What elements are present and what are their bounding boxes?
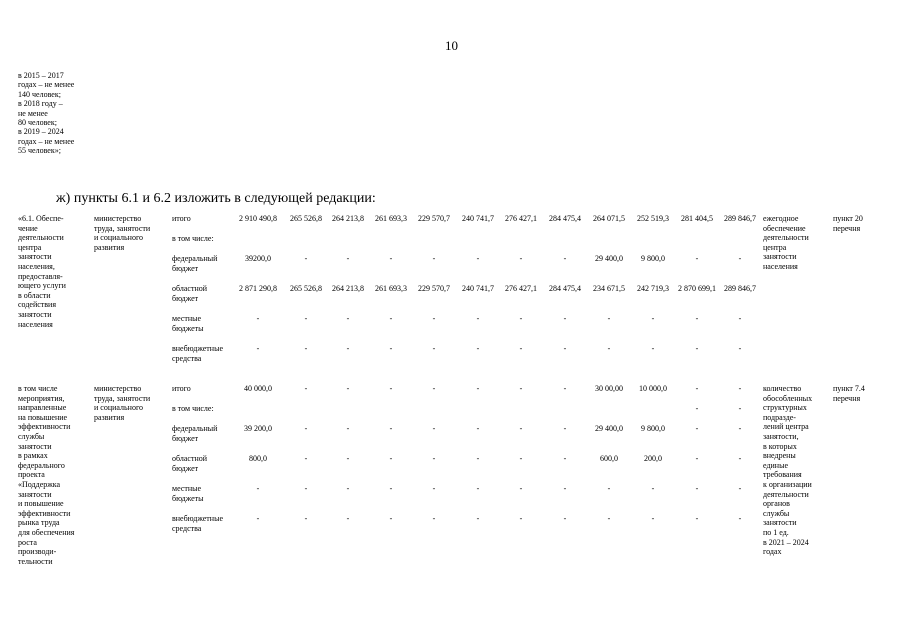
amount-value: - — [304, 454, 308, 463]
note-line: не менее — [18, 108, 48, 118]
measure-name-line: населения, — [18, 261, 55, 271]
amount-value: - — [738, 254, 742, 263]
amount-value: - — [476, 254, 480, 263]
amount-value: - — [519, 254, 523, 263]
amount-value: - — [346, 254, 350, 263]
amount-value: - — [695, 424, 699, 433]
funding-source-line: местные — [172, 314, 202, 323]
note-line: годах – не менее — [18, 80, 75, 90]
amount-value: 264 213,8 — [332, 284, 364, 293]
amount-value: 2 871 290,8 — [239, 284, 277, 293]
measure-name — [18, 384, 94, 566]
amount-value: - — [607, 514, 611, 523]
measure-name-line: эффективности — [18, 508, 71, 518]
amendment-heading: ж) пункты 6.1 и 6.2 изложить в следующей редакции: — [56, 191, 376, 206]
note-line: 80 человек; — [18, 118, 57, 128]
expected-result — [763, 384, 829, 557]
amount-value: - — [695, 404, 699, 413]
amount-value: - — [738, 424, 742, 433]
note-line: в 2018 году – — [18, 99, 63, 109]
amount-value: - — [607, 344, 611, 353]
amount-value: - — [389, 454, 393, 463]
amount-value: - — [738, 404, 742, 413]
result-line: центра — [763, 242, 787, 252]
amount-value: - — [304, 254, 308, 263]
funding-source-line: бюджет — [172, 433, 199, 443]
amount-value: 289 846,7 — [724, 284, 756, 293]
result-line: подразде- — [763, 412, 796, 422]
amount-value: - — [651, 344, 655, 353]
amount-value: - — [432, 424, 436, 433]
funding-source-line: федеральный — [172, 254, 218, 263]
funding-source — [172, 484, 242, 503]
measure-name-line: занятости — [18, 252, 52, 262]
amount-value: - — [519, 424, 523, 433]
result-line: населения — [763, 261, 798, 271]
measure-name-line: направленные — [18, 403, 67, 413]
amount-value: - — [256, 514, 260, 523]
amount-value: - — [389, 424, 393, 433]
amount-value: - — [695, 484, 699, 493]
funding-source-line: внебюджетные — [172, 514, 223, 523]
funding-source-line: областной — [172, 454, 208, 463]
funding-source — [172, 454, 242, 473]
funding-source-line: федеральный — [172, 424, 218, 433]
amount-value: - — [346, 314, 350, 323]
amount-value: 229 570,7 — [418, 214, 450, 223]
amount-value: - — [651, 484, 655, 493]
amount-value: 281 404,5 — [681, 214, 713, 223]
executor-line: труда, занятости — [94, 393, 151, 403]
amount-value: - — [476, 424, 480, 433]
result-line: требования — [763, 470, 802, 480]
amount-value: - — [256, 344, 260, 353]
measure-name-line: и повышение — [18, 499, 64, 509]
funding-source — [172, 514, 242, 533]
amount-value: - — [695, 344, 699, 353]
executor-line: министерство — [94, 214, 142, 223]
amount-value: - — [389, 484, 393, 493]
result-line: органов — [763, 499, 790, 509]
note-line: в 2019 – 2024 — [18, 127, 64, 137]
amount-value: 29 400,0 — [595, 254, 623, 263]
funding-source-line: бюджет — [172, 263, 199, 273]
amount-value: - — [695, 384, 699, 393]
amount-value: 265 526,8 — [290, 214, 322, 223]
amount-value: - — [346, 514, 350, 523]
amount-value: 284 475,4 — [549, 214, 581, 223]
amount-value: - — [607, 484, 611, 493]
executor-line: министерство — [94, 384, 142, 393]
amount-value: 289 846,7 — [724, 214, 756, 223]
amount-value: 9 800,0 — [641, 254, 665, 263]
result-line: обособленных — [763, 393, 813, 403]
amount-value: - — [346, 384, 350, 393]
executor-line: развития — [94, 412, 125, 422]
note-line: годах – не менее — [18, 136, 75, 146]
funding-source — [172, 234, 242, 244]
reference-line: пункт 20 — [833, 214, 863, 223]
result-line: занятости, — [763, 431, 799, 441]
executor — [94, 214, 172, 252]
amount-value: 240 741,7 — [462, 214, 494, 223]
amount-value: 261 693,3 — [375, 214, 407, 223]
amount-value: - — [738, 314, 742, 323]
amount-value: - — [304, 314, 308, 323]
amount-value: - — [563, 314, 567, 323]
amount-value: - — [651, 314, 655, 323]
result-line: службы — [763, 508, 790, 518]
amount-value: - — [738, 514, 742, 523]
amount-value: - — [304, 484, 308, 493]
amount-value: 229 570,7 — [418, 284, 450, 293]
result-line: ежегодное — [763, 214, 799, 223]
measure-name-line: в том числе — [18, 384, 58, 393]
measure-name-line: содействия — [18, 300, 57, 310]
result-line: занятости — [763, 252, 797, 262]
amount-value: - — [738, 454, 742, 463]
amount-value: - — [346, 454, 350, 463]
measure-name-line: предоставля- — [18, 271, 63, 281]
amount-value: 200,0 — [644, 454, 662, 463]
funding-source-line: бюджет — [172, 293, 199, 303]
amount-value: 276 427,1 — [505, 284, 537, 293]
note-line: в 2015 – 2017 — [18, 71, 64, 80]
amount-value: - — [346, 344, 350, 353]
previous-row-note — [18, 71, 74, 156]
amount-value: 40 000,0 — [244, 384, 272, 393]
funding-source — [172, 384, 242, 394]
amount-value: 800,0 — [249, 454, 267, 463]
measure-name-line: федерального — [18, 460, 65, 470]
amount-value: 264 213,8 — [332, 214, 364, 223]
measure-name-line: для обеспечения — [18, 527, 75, 537]
result-line: структурных — [763, 403, 807, 413]
amount-value: - — [563, 344, 567, 353]
amount-value: - — [389, 344, 393, 353]
amount-value: 234 671,5 — [593, 284, 625, 293]
amount-value: 2 870 699,1 — [678, 284, 716, 293]
amount-value: 276 427,1 — [505, 214, 537, 223]
amount-value: 264 071,5 — [593, 214, 625, 223]
measure-name-line: роста — [18, 537, 37, 547]
amount-value: - — [695, 454, 699, 463]
funding-source-line: в том числе: — [172, 234, 214, 243]
amount-value: - — [519, 484, 523, 493]
amount-value: - — [389, 254, 393, 263]
result-line: к организации — [763, 479, 812, 489]
amount-value: - — [738, 384, 742, 393]
amount-value: 284 475,4 — [549, 284, 581, 293]
amount-value: 2 910 490,8 — [239, 214, 277, 223]
amount-value: - — [432, 514, 436, 523]
note-line: 140 человек; — [18, 89, 61, 99]
amount-value: - — [432, 314, 436, 323]
amount-value: - — [346, 484, 350, 493]
amount-value: - — [738, 344, 742, 353]
amount-value: - — [563, 484, 567, 493]
funding-source-line: средства — [172, 353, 202, 363]
measure-name-line: деятельности — [18, 233, 64, 243]
amount-value: - — [304, 344, 308, 353]
result-line: единые — [763, 460, 789, 470]
executor-line: труда, занятости — [94, 223, 151, 233]
result-line: занятости — [763, 518, 797, 528]
result-line: по 1 ед. — [763, 527, 789, 537]
amount-value: - — [738, 484, 742, 493]
amount-value: - — [432, 344, 436, 353]
measure-name-line: в рамках — [18, 451, 48, 461]
funding-source — [172, 404, 242, 414]
result-line: обеспечение — [763, 223, 806, 233]
amount-value: - — [304, 424, 308, 433]
result-line: внедрены — [763, 451, 796, 461]
amount-value: - — [519, 454, 523, 463]
amount-value: - — [519, 514, 523, 523]
result-line: лений центра — [763, 422, 809, 432]
amount-value: - — [476, 344, 480, 353]
amount-value: - — [304, 514, 308, 523]
amount-value: - — [651, 514, 655, 523]
amount-value: - — [607, 314, 611, 323]
measure-name-line: занятости — [18, 489, 52, 499]
measure-name-line: ющего услуги — [18, 281, 66, 291]
amount-value: 240 741,7 — [462, 284, 494, 293]
amount-value: - — [432, 484, 436, 493]
funding-source-line: в том числе: — [172, 404, 214, 413]
measure-name-line: на повышение — [18, 412, 68, 422]
amount-value: 39200,0 — [245, 254, 271, 263]
amount-value: - — [256, 314, 260, 323]
executor-line: и социального — [94, 233, 144, 243]
amount-value: 261 693,3 — [375, 284, 407, 293]
amount-value: - — [256, 484, 260, 493]
funding-source-line: средства — [172, 523, 202, 533]
funding-source — [172, 314, 242, 333]
amount-value: 242 719,3 — [637, 284, 669, 293]
funding-source-line: бюджет — [172, 463, 199, 473]
amount-value: - — [432, 384, 436, 393]
executor-line: и социального — [94, 403, 144, 413]
amount-value: - — [476, 314, 480, 323]
funding-source — [172, 344, 242, 363]
amount-value: - — [563, 424, 567, 433]
amount-value: - — [476, 384, 480, 393]
list-reference — [833, 384, 883, 403]
result-line: годах — [763, 547, 782, 557]
measure-name-line: мероприятия, — [18, 393, 65, 403]
funding-source-line: бюджеты — [172, 493, 204, 503]
amount-value: - — [432, 454, 436, 463]
amount-value: 10 000,0 — [639, 384, 667, 393]
amount-value: 29 400,0 — [595, 424, 623, 433]
measure-name-line: занятости — [18, 441, 52, 451]
amount-value: - — [563, 384, 567, 393]
amount-value: - — [389, 384, 393, 393]
measure-name-line: в области — [18, 290, 51, 300]
amount-value: 600,0 — [600, 454, 618, 463]
amount-value: - — [389, 314, 393, 323]
measure-name-line: производи- — [18, 547, 57, 557]
measure-name-line: эффективности — [18, 422, 71, 432]
amount-value: - — [476, 484, 480, 493]
funding-source-line: внебюджетные — [172, 344, 223, 353]
funding-source — [172, 254, 242, 273]
result-line: количество — [763, 384, 802, 393]
amount-value: - — [476, 514, 480, 523]
amount-value: 30 00,00 — [595, 384, 623, 393]
measure-name-line: «Поддержка — [18, 479, 61, 489]
amount-value: - — [304, 384, 308, 393]
amount-value: - — [476, 454, 480, 463]
result-line: деятельности — [763, 233, 809, 243]
result-line: в 2021 – 2024 — [763, 537, 809, 547]
funding-source — [172, 214, 242, 224]
funding-source — [172, 284, 242, 303]
measure-name-line: населения — [18, 319, 53, 329]
amount-value: 252 519,3 — [637, 214, 669, 223]
reference-line: пункт 7.4 — [833, 384, 865, 393]
measure-name — [18, 214, 94, 329]
note-line: 55 человек»; — [18, 146, 61, 156]
funding-source-line: бюджеты — [172, 323, 204, 333]
amount-value: - — [519, 314, 523, 323]
measure-name-line: «6.1. Обеспе- — [18, 214, 64, 223]
measure-name-line: центра — [18, 242, 42, 252]
funding-source-line: местные — [172, 484, 202, 493]
amount-value: 9 800,0 — [641, 424, 665, 433]
funding-source-line: областной — [172, 284, 208, 293]
page-number: 10 — [445, 38, 458, 53]
reference-line: перечня — [833, 223, 861, 233]
amount-value: - — [563, 254, 567, 263]
funding-source-line: итого — [172, 214, 191, 223]
measure-name-line: службы — [18, 431, 45, 441]
amount-value: - — [389, 514, 393, 523]
amount-value: - — [695, 254, 699, 263]
measure-name-line: тельности — [18, 556, 53, 566]
executor-line: развития — [94, 242, 125, 252]
amount-value: - — [695, 314, 699, 323]
measure-name-line: чение — [18, 223, 38, 233]
amount-value: - — [432, 254, 436, 263]
amount-value: - — [563, 514, 567, 523]
amount-value: - — [519, 384, 523, 393]
executor — [94, 384, 172, 422]
amount-value: 265 526,8 — [290, 284, 322, 293]
amount-value: - — [346, 424, 350, 433]
amount-value: 39 200,0 — [244, 424, 272, 433]
result-line: в которых — [763, 441, 797, 451]
amount-value: - — [563, 454, 567, 463]
funding-source — [172, 424, 242, 443]
funding-source-line: итого — [172, 384, 191, 393]
measure-name-line: проекта — [18, 470, 45, 480]
result-line: деятельности — [763, 489, 809, 499]
measure-name-line: занятости — [18, 309, 52, 319]
reference-line: перечня — [833, 393, 861, 403]
list-reference — [833, 214, 883, 233]
amount-value: - — [519, 344, 523, 353]
expected-result — [763, 214, 829, 272]
measure-name-line: рынка труда — [18, 518, 60, 528]
amount-value: - — [695, 514, 699, 523]
